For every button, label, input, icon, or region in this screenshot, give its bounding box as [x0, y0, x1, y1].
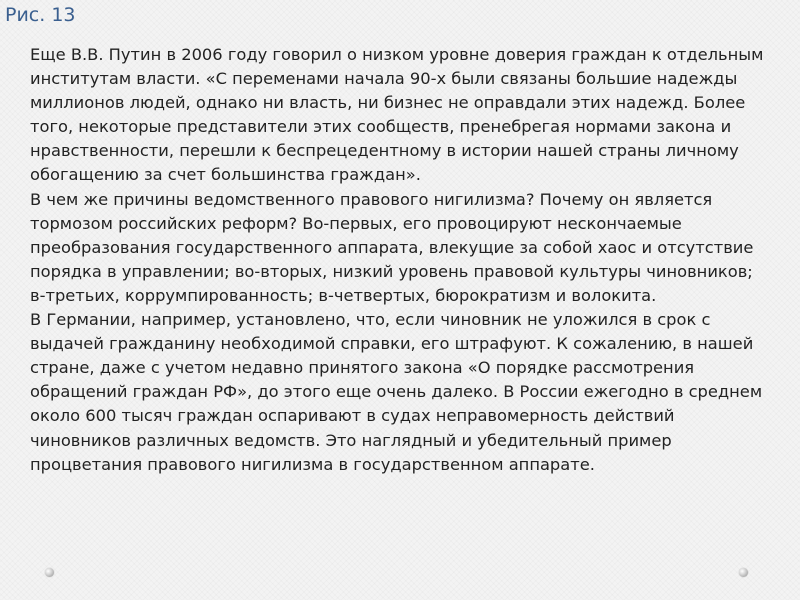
body-text [30, 43, 770, 477]
slide-title: Рис. 13 [5, 4, 76, 26]
paragraph-germany-example: В Германии, например, установлено, что, если чиновник не уложился в срок с выдачей гражданину необходимой справки, его штрафуют. К сожалению, в нашей стране, даже с учетом недавно принятого закона «О порядке рассмотрения обращений граждан РФ», до этого еще очень далеко. В России ежегодно в среднем около 600 тысяч граждан оспаривают в судах неправомерность действий чиновников различных ведомств. Это наглядный и убедительный пример процветания правового нигилизма в государственном аппарате. [30, 310, 763, 474]
paragraph-nihilism-causes: В чем же причины ведомственного правового нигилизма? Почему он является тормозом российских реформ? Во-первых, его провоцируют нескончаемые преобразования государственного аппарата, влекущие за собой хаос и отсутствие порядка в управлении; во-вторых, низкий уровень правовой культуры чиновников; в-третьих, коррумпированность; в-четвертых, бюрократизм и волокита. [30, 189, 754, 305]
paragraph-putin-quote: Еще В.В. Путин в 2006 году говорил о низком уровне доверия граждан к отдельным институтам власти. «С переменами начала 90-х были связаны большие надежды миллионов людей, однако ни власть, ни бизнес не оправдали этих надежд. Более того, некоторые представители этих сообществ, пренебрегая нормами закона и нравственности, перешли к беспрецедентному в истории нашей страны личному обогащению за счет большинства граждан». [30, 45, 764, 185]
bottom-right-dot-icon [739, 568, 748, 577]
bottom-left-dot-icon [45, 568, 54, 577]
